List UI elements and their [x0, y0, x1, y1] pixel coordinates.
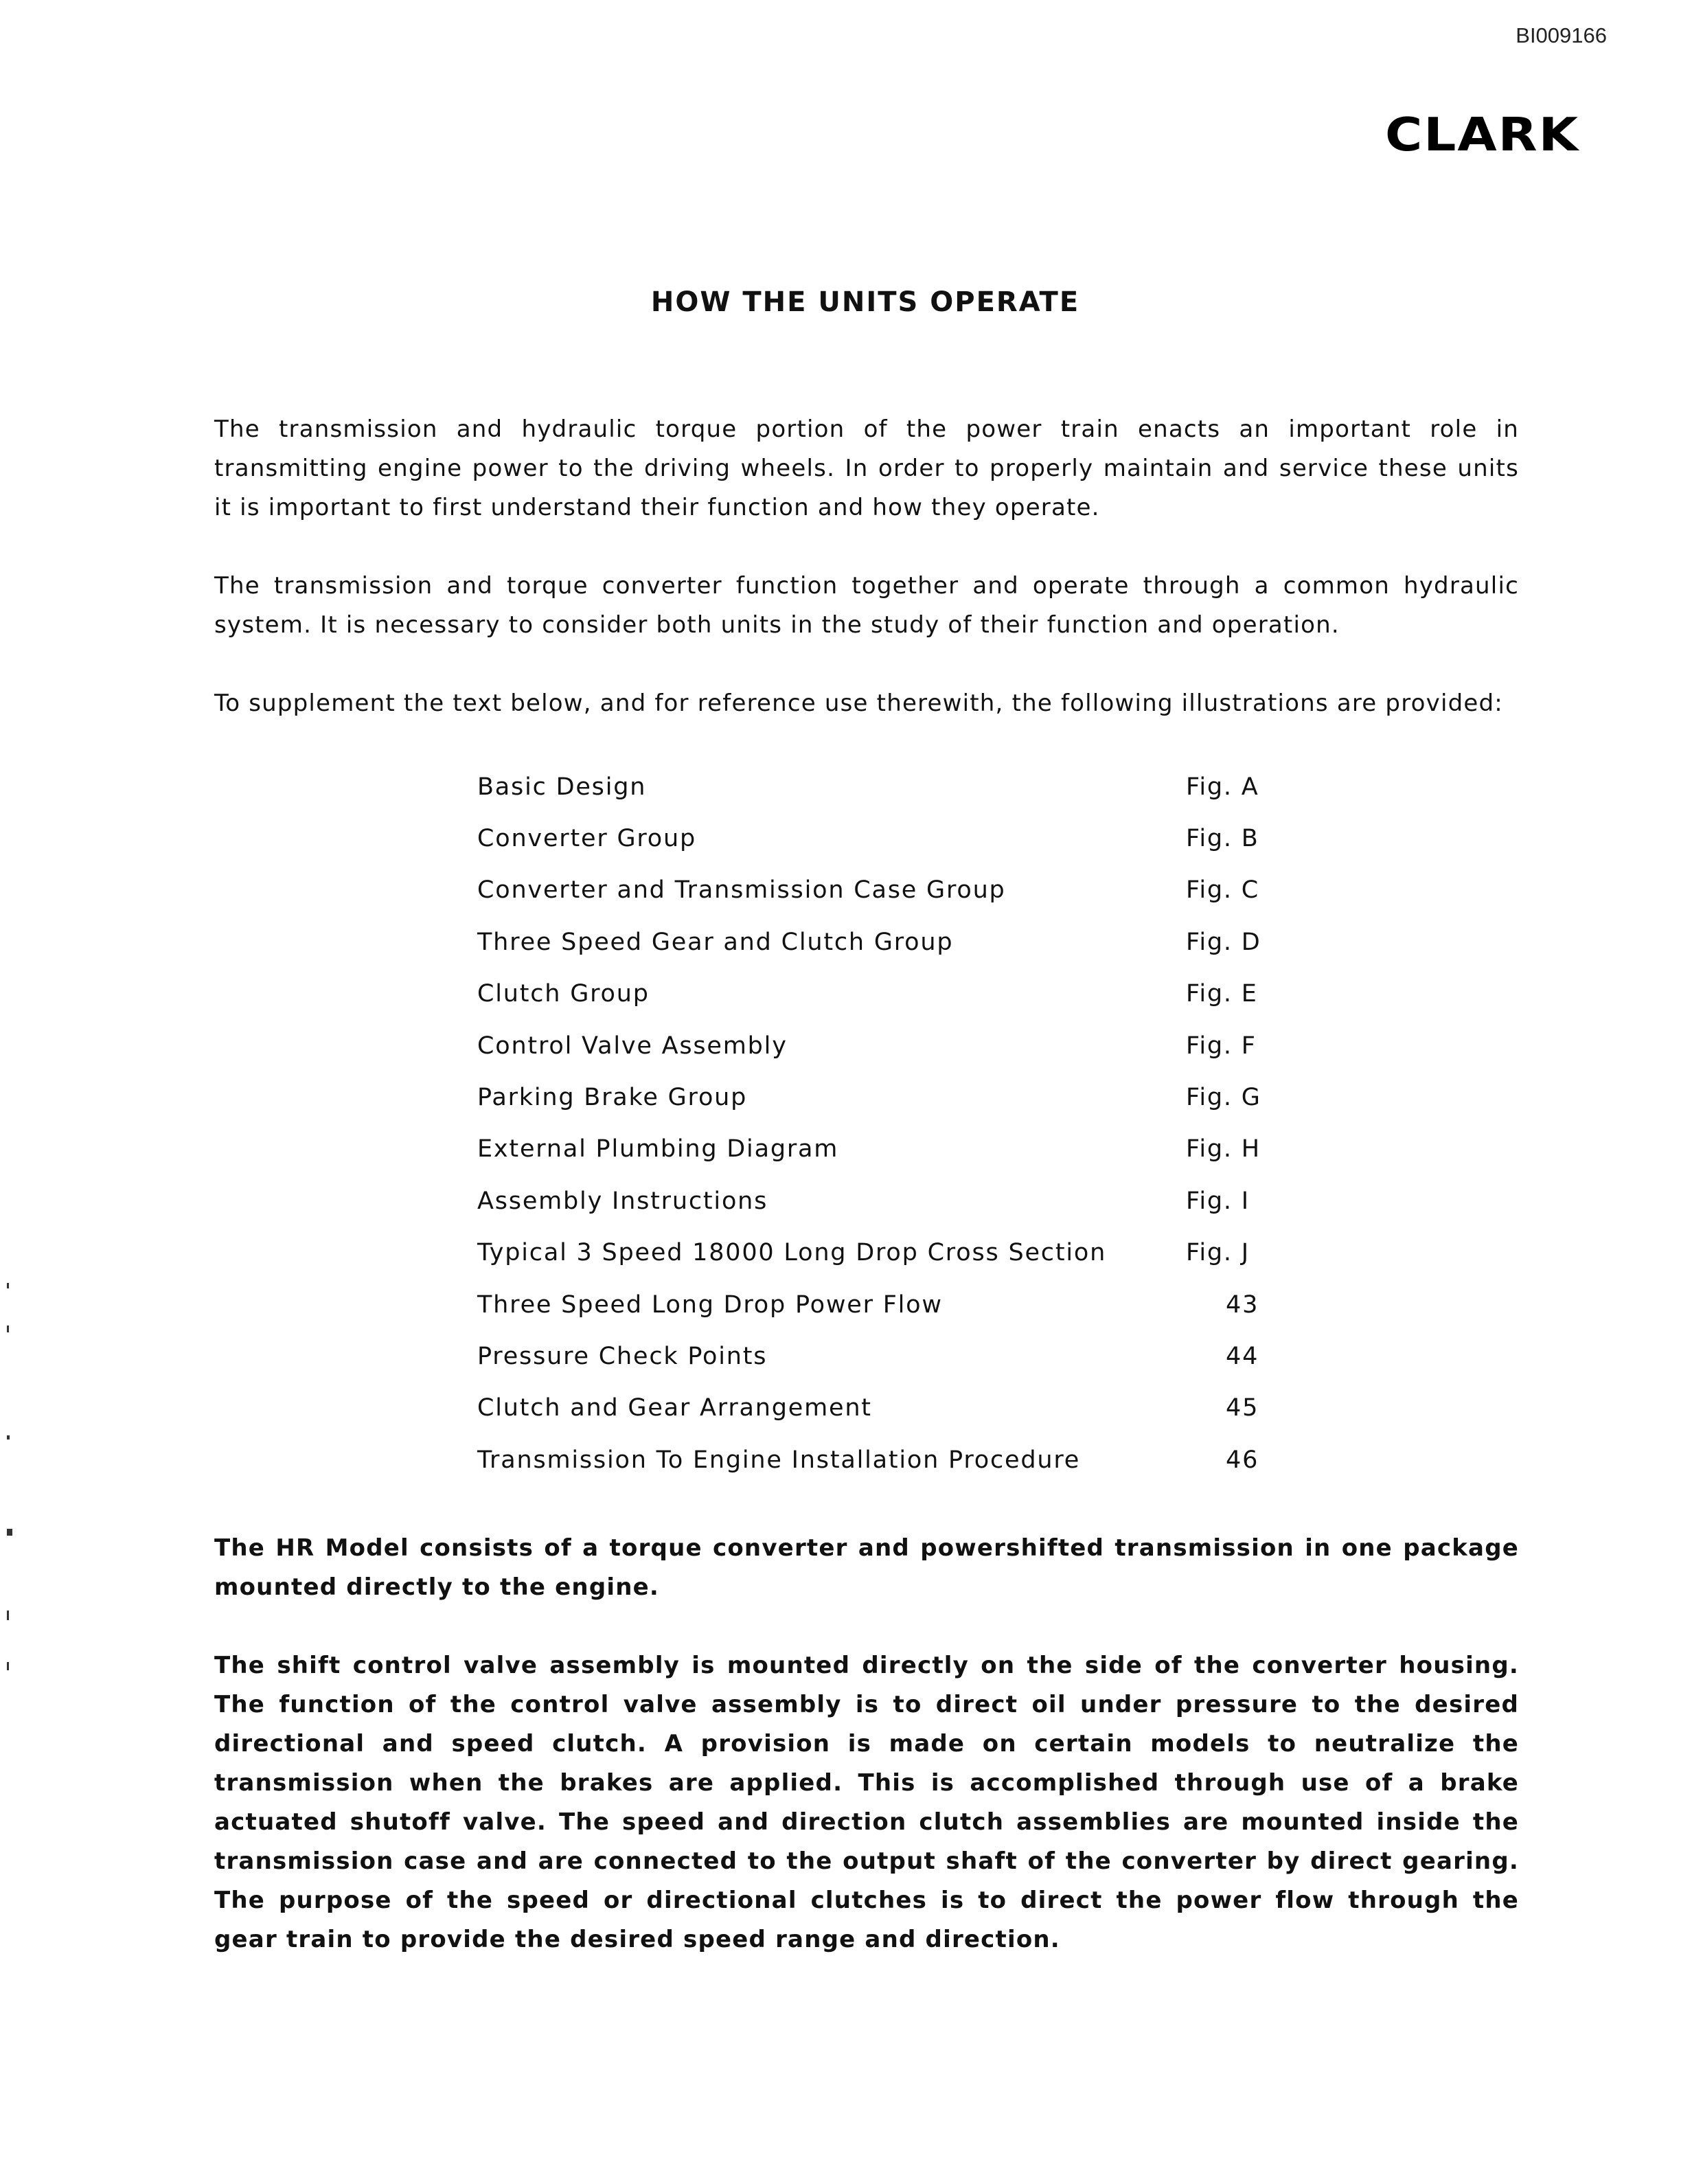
scan-mark: [7, 1529, 12, 1536]
illustration-ref: Fig. F: [1186, 1032, 1257, 1060]
illustration-row: [477, 916, 1301, 968]
scan-mark: [7, 1611, 9, 1620]
illustration-name: External Plumbing Diagram: [477, 1135, 839, 1163]
illustration-name: Basic Design: [477, 773, 647, 801]
illustration-ref: Fig. E: [1186, 980, 1258, 1008]
illustration-ref: Fig. J: [1186, 1239, 1250, 1267]
illustration-name: Clutch Group: [477, 980, 650, 1008]
clark-logo: CLARK: [1384, 109, 1579, 162]
illustration-name: Parking Brake Group: [477, 1084, 748, 1112]
illustration-name: Three Speed Long Drop Power Flow: [477, 1290, 943, 1319]
illustration-page: 46: [1226, 1446, 1259, 1474]
illustration-name: Control Valve Assembly: [477, 1032, 788, 1060]
illustration-name: Converter and Transmission Case Group: [477, 876, 1006, 905]
illustration-row: [477, 1124, 1301, 1175]
scan-mark: [7, 1283, 9, 1288]
illustration-ref: Fig. D: [1186, 928, 1261, 956]
illustration-name: Typical 3 Speed 18000 Long Drop Cross Section: [477, 1239, 1107, 1267]
illustrations-intro-paragraph: To supplement the text below, and for reference use therewith, the following illustrations are provided:: [214, 690, 1503, 717]
illustration-row: [477, 1071, 1301, 1123]
illustration-ref: Fig. H: [1186, 1135, 1261, 1163]
illustration-list: [477, 761, 1301, 1486]
hydraulic-system-paragraph: The transmission and torque converter function together and operate through a common hydraulic system. It is necessary to consider both units in the study of their function and operation.: [214, 572, 1519, 639]
scan-mark: [7, 1326, 9, 1332]
scan-mark: [7, 1435, 10, 1440]
illustration-row: [477, 1279, 1301, 1330]
illustration-row: [477, 968, 1301, 1020]
illustration-row: [477, 1383, 1301, 1434]
scan-mark: [7, 1662, 9, 1670]
illustration-name: Clutch and Gear Arrangement: [477, 1394, 872, 1422]
illustration-ref: Fig. I: [1186, 1187, 1250, 1215]
illustration-page: 43: [1226, 1290, 1259, 1319]
illustration-row: [477, 1330, 1301, 1382]
illustration-name: Three Speed Gear and Clutch Group: [477, 928, 954, 956]
illustration-row: [477, 1020, 1301, 1071]
illustration-page: 45: [1226, 1394, 1259, 1422]
illustration-row: [477, 1434, 1301, 1486]
illustration-row: [477, 1227, 1301, 1279]
illustration-name: Assembly Instructions: [477, 1187, 768, 1215]
control-valve-paragraph: The shift control valve assembly is mounted directly on the side of the converter housing. The function of the control valve assembly is to direct oil under pressure to the desired directional and speed clutch. A provision is made on certain models to neutralize the transmission when the brakes are applied. This is accomplished through use of a brake actuated shutoff valve. The speed and direction clutch assemblies are mounted inside the transmission case and are connected to the output shaft of the converter by direct gearing. The purpose of the speed or directional clutches is to direct the power flow through the gear train to provide the desired speed range and direction.: [214, 1652, 1519, 1953]
illustration-ref: Fig. B: [1186, 825, 1259, 853]
illustration-name: Pressure Check Points: [477, 1342, 768, 1370]
illustration-ref: Fig. C: [1186, 876, 1260, 905]
hr-model-paragraph: The HR Model consists of a torque converter and powershifted transmission in one package mounted directly to the engine.: [214, 1534, 1519, 1601]
illustration-row: [477, 812, 1301, 864]
illustration-name: Transmission To Engine Installation Procedure: [477, 1446, 1081, 1474]
illustration-row: [477, 865, 1301, 916]
document-id: BI009166: [1516, 23, 1607, 47]
illustration-ref: Fig. A: [1186, 773, 1259, 801]
illustration-ref: Fig. G: [1186, 1084, 1261, 1112]
illustration-name: Converter Group: [477, 825, 696, 853]
illustration-page: 44: [1226, 1342, 1259, 1370]
illustration-row: [477, 761, 1301, 812]
intro-paragraph: The transmission and hydraulic torque portion of the power train enacts an important role in transmitting engine power to the driving wheels. In order to properly maintain and service these units it is important to first understand their function and how they operate.: [214, 416, 1519, 521]
page-title: HOW THE UNITS OPERATE: [650, 286, 1080, 318]
illustration-row: [477, 1175, 1301, 1227]
